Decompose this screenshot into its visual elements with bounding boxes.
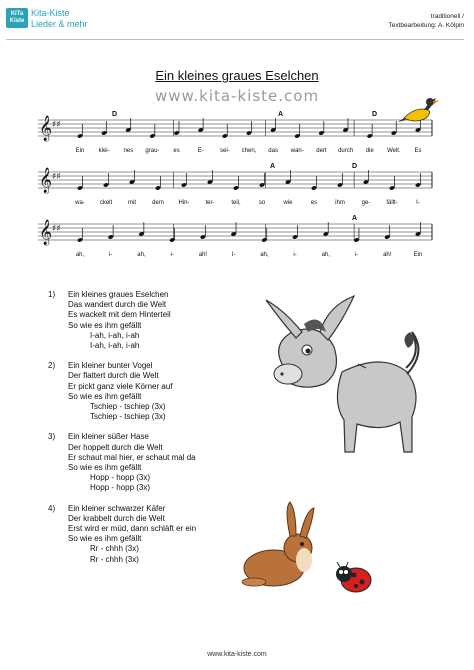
verse — [48, 432, 196, 493]
chord-symbol: A — [278, 111, 284, 118]
chord-symbol: D — [372, 111, 378, 118]
lyric-syllable: Hin- — [178, 200, 190, 206]
verse-line: Tschiep - tschiep (3x) — [90, 412, 166, 422]
verse-line: Ein kleiner süßer Hase — [68, 432, 149, 442]
credit-line-1: traditionell / — [430, 13, 464, 20]
verse-line: So wie es ihm gefällt — [68, 320, 142, 330]
verse-number: 1) — [48, 290, 56, 299]
verse-line: Es wackelt mit dem Hinterteil — [68, 310, 171, 320]
verse-number: 3) — [48, 432, 56, 442]
verse-line: I-ah, i-ah, i-ah — [90, 341, 140, 351]
treble-clef-icon: 𝄞 — [39, 220, 53, 245]
verse-line: So wie es ihm gefällt — [68, 391, 142, 401]
lyric-syllable: dem — [152, 200, 164, 206]
verse-number: 4) — [48, 503, 56, 513]
verse-line: Rr - chhh (3x) — [90, 544, 139, 554]
lyric-syllable: teil, — [231, 200, 241, 206]
lyric-syllable: es — [310, 200, 318, 206]
lyric-syllable: nes — [123, 148, 134, 154]
treble-clef-icon: 𝄞 — [39, 168, 53, 193]
verse — [48, 504, 196, 565]
footer-url: www.kita-kiste.com — [207, 651, 267, 658]
lyric-syllable: fällt- — [386, 200, 398, 206]
lyric-syllable: i- — [354, 252, 359, 258]
rabbit-icon — [240, 498, 320, 590]
ladybug-icon — [334, 560, 374, 596]
lyric-syllable: durch — [338, 148, 354, 154]
lyric-syllable: i- — [170, 252, 174, 258]
verse-line: Der krabbelt durch die Welt — [68, 513, 165, 523]
lyric-syllable: chen, — [241, 148, 257, 154]
logo-text: KiTa Kiste — [9, 11, 25, 24]
song-title: Ein kleines graues Eselchen — [155, 68, 319, 83]
lyric-syllable: i- — [293, 252, 297, 258]
verse-line: Ein kleiner bunter Vogel — [68, 361, 153, 371]
lyric-syllable: ge- — [361, 200, 371, 206]
sheet-music — [0, 0, 474, 270]
key-signature: ♯♯ — [52, 224, 61, 234]
lyric-syllable: grau- — [145, 148, 160, 154]
lyric-syllable: ah, — [260, 252, 269, 258]
donkey-icon — [262, 292, 432, 462]
lyric-syllable: mit — [128, 200, 136, 206]
verse-line: Tschiep - tschiep (3x) — [90, 402, 166, 412]
verse — [48, 361, 196, 422]
verse-line: Hopp - hopp (3x) — [90, 483, 151, 493]
brand-line-1: Kita-Kiste — [31, 8, 70, 18]
lyric-syllable: ah, — [321, 252, 330, 258]
lyric-syllable: ah, — [137, 252, 146, 258]
treble-clef-icon: 𝄞 — [39, 116, 53, 141]
verse-line: So wie es ihm gefällt — [68, 534, 142, 544]
verse-line: Erst wird er müd, dann schläft er ein — [68, 524, 197, 534]
verse-number: 2) — [48, 361, 56, 371]
lyric-syllable: ihm — [335, 200, 345, 206]
lyric-syllable: wan- — [290, 148, 304, 154]
lyric-syllable: Ein — [413, 252, 423, 258]
chord-symbol: A — [270, 163, 276, 170]
lyric-syllable: Es — [414, 148, 422, 154]
verse — [48, 290, 196, 351]
verse-line: Der flattert durch die Welt — [68, 371, 159, 381]
key-signature: ♯♯ — [52, 172, 61, 182]
lyrics-verses — [48, 290, 196, 575]
lyric-syllable: es — [173, 148, 180, 154]
verse-line: Ein kleines graues Eselchen — [68, 290, 169, 299]
lyric-syllable: ter- — [205, 200, 215, 206]
verse-line: Das wandert durch die Welt — [68, 300, 167, 310]
lyric-syllable: Welt. — [387, 148, 401, 154]
verse-line: Ein kleiner schwarzer Käfer — [68, 503, 166, 513]
lyric-syllable: wa- — [75, 200, 85, 206]
verse-line: Hopp - hopp (3x) — [90, 473, 151, 483]
lyric-syllable: die — [365, 148, 374, 154]
lyric-syllable: sel- — [220, 148, 230, 154]
verse-line: Er pickt ganz viele Körner auf — [68, 381, 173, 391]
verse-line: Er schaut mal hier, er schaut mal da — [68, 452, 196, 462]
verse-line: Rr - chhh (3x) — [90, 554, 139, 564]
chord-symbol: A — [352, 215, 358, 222]
lyric-syllable: I- — [231, 252, 236, 258]
brand-line-2: Lieder & mehr — [31, 19, 88, 29]
lyric-syllable: E- — [197, 148, 204, 154]
key-signature: ♯♯ — [52, 120, 61, 130]
verse-line: Der hoppelt durch die Welt — [68, 442, 163, 452]
lyric-syllable: dert — [316, 148, 327, 154]
verse-line: I-ah, i-ah, i-ah — [90, 330, 140, 340]
lyric-syllable: wie — [283, 200, 293, 206]
lyric-syllable: so — [258, 200, 266, 206]
lyric-syllable: I- — [416, 200, 420, 206]
lyric-syllable: Ein — [75, 148, 85, 154]
bird-icon — [398, 98, 439, 122]
lyric-syllable: i- — [109, 252, 113, 258]
lyric-syllable: ah! — [198, 252, 208, 258]
lyric-syllable: das — [268, 148, 278, 154]
lyric-syllable: ah! — [383, 252, 392, 258]
lyric-syllable: klei- — [98, 148, 110, 154]
watermark-url: www.kita-kiste.com — [154, 87, 320, 105]
verse-line: So wie es ihm gefällt — [68, 463, 142, 473]
chord-symbol: D — [112, 111, 118, 118]
lyric-syllable: ckelt — [99, 200, 113, 206]
credit-line-2: Textbearbeitung: A. Kölpin — [388, 22, 464, 29]
lyric-syllable: ah, — [75, 252, 85, 258]
chord-symbol: D — [352, 163, 358, 170]
